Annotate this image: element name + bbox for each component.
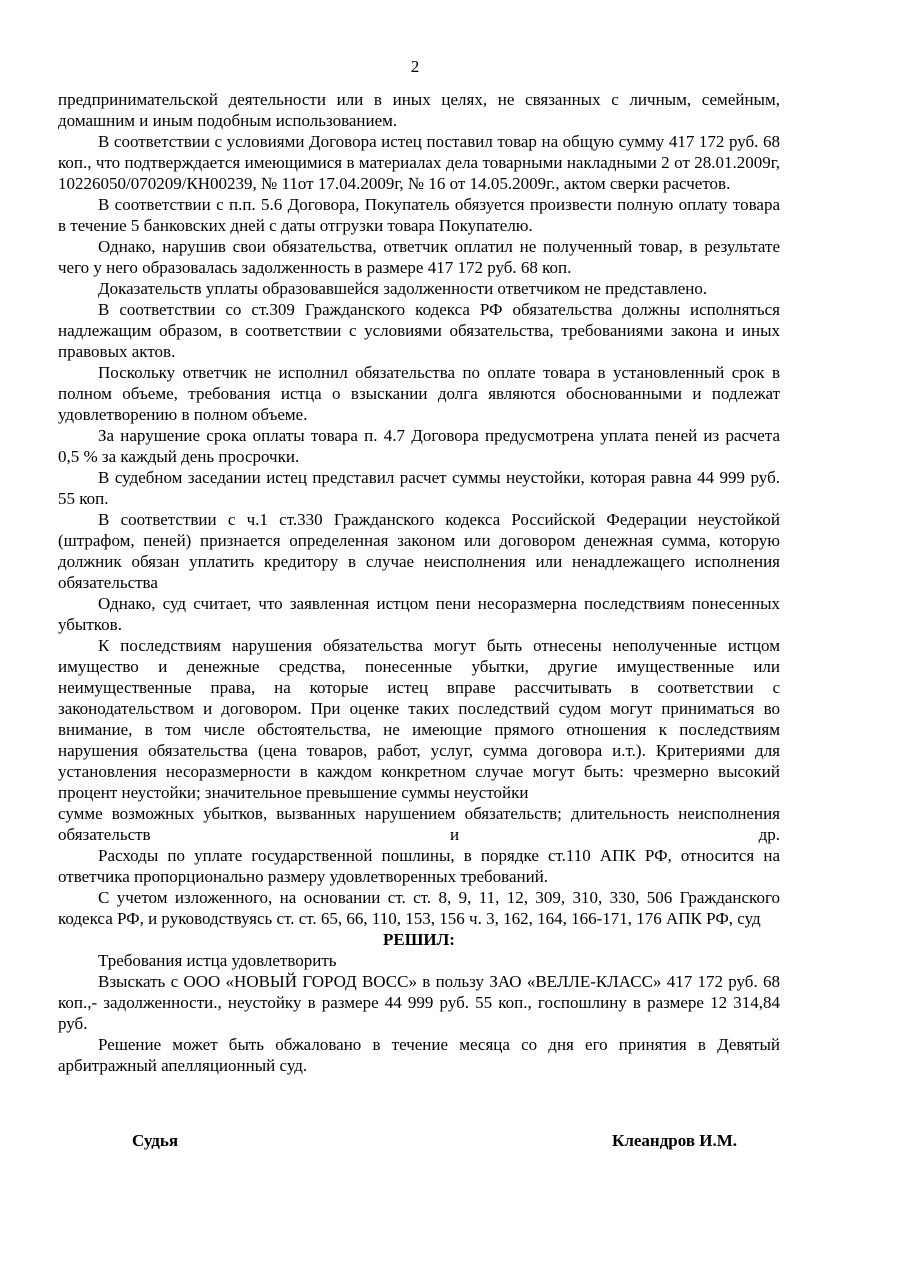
judge-title: Судья [132,1131,179,1150]
paragraph: Поскольку ответчик не исполнил обязательства по оплате товара в установленный срок в полном объеме, требования истца о взыскании долга являются обоснованными и подлежат удовлетворению в полном объеме. [58,363,780,424]
paragraph: С учетом изложенного, на основании ст. ст. 8, 9, 11, 12, 309, 310, 330, 506 Гражданского кодекса РФ, и руководствуясь ст. ст. 65, 66, 110, 153, 156 ч. 3, 162, 164, 166-171, 176 АПК РФ, суд [58,888,780,928]
paragraph: К последствиям нарушения обязательства могут быть отнесены неполученные истцом имущество и денежные средства, понесенные убытки, другие имущественные или неимущественные права, на которые истец вправе рассчитывать в соответствии с законодательством и договором. При оценке таких последствий судом могут приниматься во внимание, в том числе обстоятельства, не имеющие прямого отношения к последствиям нарушения обязательства (цена товаров, работ, услуг, сумма договора и.т.). Критериями для установления несоразмерности в каждом конкретном случае могут быть: чрезмерно высокий процент неустойки; значительное превышение суммы неустойки [58,636,780,802]
decision-heading: РЕШИЛ: [383,930,455,949]
page-number: 2 [410,57,420,76]
paragraph: Однако, нарушив свои обязательства, ответчик оплатил не полученный товар, в результате чего у него образовалась задолженность в размере 417 172 руб. 68 коп. [58,237,780,277]
decision-paragraph: Взыскать с ООО «НОВЫЙ ГОРОД ВОСС» в пользу ЗАО «ВЕЛЛЕ-КЛАСС» 417 172 руб. 68 коп.,- задолженности., неустойку в размере 44 999 руб. 55 коп., госпошлину в размере 12 314,84 руб. [58,972,780,1033]
paragraph: В соответствии с условиями Договора истец поставил товар на общую сумму 417 172 руб. 68 коп., что подтверждается имеющимися в материалах дела товарными накладными 2 от 28.01.2009г, 10226050/070209/КН00239, № 11от 17.04.2009г, № 16 от 14.05.2009г., актом сверки расчетов. [58,132,780,193]
document-body [58,89,780,1076]
paragraph: В соответствии со ст.309 Гражданского кодекса РФ обязательства должны исполняться надлежащим образом, в соответствии с условиями обязательства, требованиями закона и иных правовых актов. [58,300,780,361]
judge-name: Клеандров И.М. [612,1131,738,1150]
paragraph: За нарушение срока оплаты товара п. 4.7 Договора предусмотрена уплата пеней из расчета 0,5 % за каждый день просрочки. [58,426,780,466]
decision-paragraph: Требования истца удовлетворить [98,951,337,970]
paragraph: В судебном заседании истец представил расчет суммы неустойки, которая равна 44 999 руб. 55 коп. [58,468,780,508]
paragraph: Расходы по уплате государственной пошлины, в порядке ст.110 АПК РФ, относится на ответчика пропорционально размеру удовлетворенных требований. [58,846,780,886]
decision-paragraph: Решение может быть обжаловано в течение месяца со дня его принятия в Девятый арбитражный апелляционный суд. [58,1035,780,1075]
paragraph: предпринимательской деятельности или в иных целях, не связанных с личным, семейным, домашним и иным подобным использованием. [58,90,780,130]
paragraph: В соответствии с п.п. 5.6 Договора, Покупатель обязуется произвести полную оплату товара в течение 5 банковских дней с даты отгрузки товара Покупателю. [58,195,780,235]
paragraph: Доказательств уплаты образовавшейся задолженности ответчиком не представлено. [98,279,708,298]
paragraph: Однако, суд считает, что заявленная истцом пени несоразмерна последствиям понесенных убытков. [58,594,780,634]
paragraph: сумме возможных убытков, вызванных нарушением обязательств; длительность неисполнения обязательств и др. [58,804,780,844]
paragraph: В соответствии с ч.1 ст.330 Гражданского кодекса Российской Федерации неустойкой (штрафом, пеней) признается определенная законом или договором денежная сумма, которую должник обязан уплатить кредитору в случае неисполнения или ненадлежащего исполнения обязательства [58,510,780,592]
